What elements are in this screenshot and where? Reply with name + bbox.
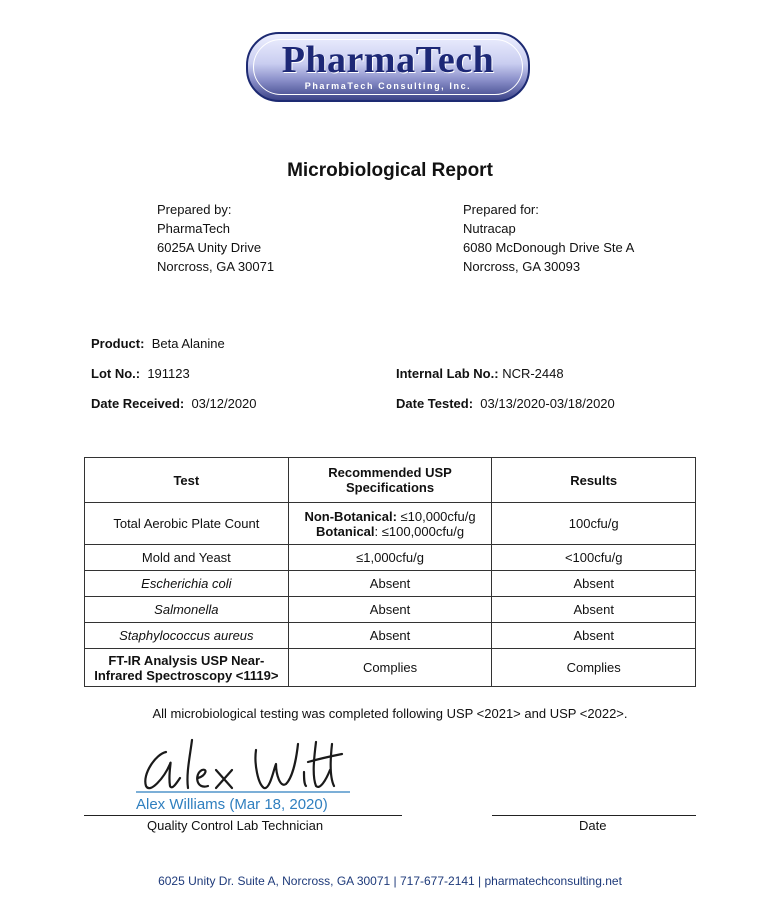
date-tested-value: 03/13/2020-03/18/2020 xyxy=(480,396,615,411)
cell-result: Absent xyxy=(492,623,696,649)
signature-line xyxy=(84,815,402,816)
prepared-by-label: Prepared by: xyxy=(157,202,232,217)
product-label: Product: xyxy=(91,336,145,351)
prepared-by-line: 6025A Unity Drive xyxy=(157,240,262,255)
cell-result: Complies xyxy=(492,649,696,687)
cell-result: Absent xyxy=(492,571,696,597)
handwritten-signature xyxy=(136,734,356,796)
logo-name: PharmaTech xyxy=(281,39,495,81)
date-received-value: 03/12/2020 xyxy=(191,396,257,411)
cell-test-line: Infrared Spectroscopy <1119> xyxy=(94,667,279,683)
prepared-for-line: Nutracap xyxy=(463,221,516,236)
cell-test: Escherichia coli xyxy=(85,571,289,597)
spec-label: Botanical xyxy=(316,523,375,539)
table-row xyxy=(85,571,696,597)
table-row xyxy=(85,597,696,623)
table-row xyxy=(85,545,696,571)
cell-result: 100cfu/g xyxy=(492,503,696,545)
lot-value: 191123 xyxy=(147,366,190,381)
results-table xyxy=(84,457,696,687)
header-spec-line: Specifications xyxy=(345,480,435,495)
date-received-label: Date Received: xyxy=(91,396,185,411)
lab-number-label: Internal Lab No.: xyxy=(396,366,499,381)
prepared-for-block xyxy=(463,200,634,276)
header-results: Results xyxy=(492,458,696,503)
header-test: Test xyxy=(85,458,289,503)
spec-label: Non-Botanical: xyxy=(304,508,397,524)
prepared-by-line: PharmaTech xyxy=(157,221,230,236)
lab-number-value: NCR-2448 xyxy=(502,366,564,381)
table-header-row xyxy=(85,458,696,503)
header-spec xyxy=(288,458,492,503)
pharmatech-logo xyxy=(246,32,530,102)
spec-value: : ≤100,000cfu/g xyxy=(374,523,465,539)
date-received-field xyxy=(91,396,257,411)
table-row xyxy=(85,649,696,687)
cell-test: Mold and Yeast xyxy=(85,545,289,571)
prepared-by-line: Norcross, GA 30071 xyxy=(157,259,275,274)
cell-spec: Complies xyxy=(288,649,492,687)
logo-tagline: PharmaTech Consulting, Inc. xyxy=(304,81,472,91)
prepared-for-label: Prepared for: xyxy=(463,202,539,217)
spec-value: ≤10,000cfu/g xyxy=(396,508,476,524)
date-line xyxy=(492,815,696,816)
cell-test: Total Aerobic Plate Count xyxy=(85,503,289,545)
cell-spec: Absent xyxy=(288,623,492,649)
prepared-for-line: 6080 McDonough Drive Ste A xyxy=(463,240,635,255)
table-row xyxy=(85,623,696,649)
date-label: Date xyxy=(579,818,607,833)
cell-result: Absent xyxy=(492,597,696,623)
table-row xyxy=(85,503,696,545)
lab-number-field xyxy=(396,366,564,381)
cell-result: <100cfu/g xyxy=(492,545,696,571)
cell-test: Salmonella xyxy=(85,597,289,623)
cell-test xyxy=(85,649,289,687)
cell-spec: Absent xyxy=(288,571,492,597)
header-spec-line: Recommended USP xyxy=(328,465,452,480)
date-tested-field xyxy=(396,396,615,411)
prepared-by-block xyxy=(157,200,274,276)
lot-field xyxy=(91,366,190,381)
product-value: Beta Alanine xyxy=(151,336,225,351)
date-tested-label: Date Tested: xyxy=(396,396,474,411)
product-field xyxy=(91,336,225,351)
cell-test-line: FT-IR Analysis USP Near- xyxy=(108,652,265,668)
report-title: Microbiological Report xyxy=(287,160,493,181)
lot-label: Lot No.: xyxy=(91,366,141,381)
footer-contact: 6025 Unity Dr. Suite A, Norcross, GA 30071 | 717-677-2141 | pharmatechconsulting.net xyxy=(158,874,622,888)
signer-role: Quality Control Lab Technician xyxy=(147,818,324,833)
cell-spec: Absent xyxy=(288,597,492,623)
signer-name: Alex Williams (Mar 18, 2020) xyxy=(136,796,328,813)
testing-note: All microbiological testing was completed following USP <2021> and USP <2022>. xyxy=(152,706,628,721)
prepared-for-line: Norcross, GA 30093 xyxy=(463,259,581,274)
cell-test: Staphylococcus aureus xyxy=(85,623,289,649)
cell-spec: ≤1,000cfu/g xyxy=(288,545,492,571)
cell-spec xyxy=(288,503,492,545)
